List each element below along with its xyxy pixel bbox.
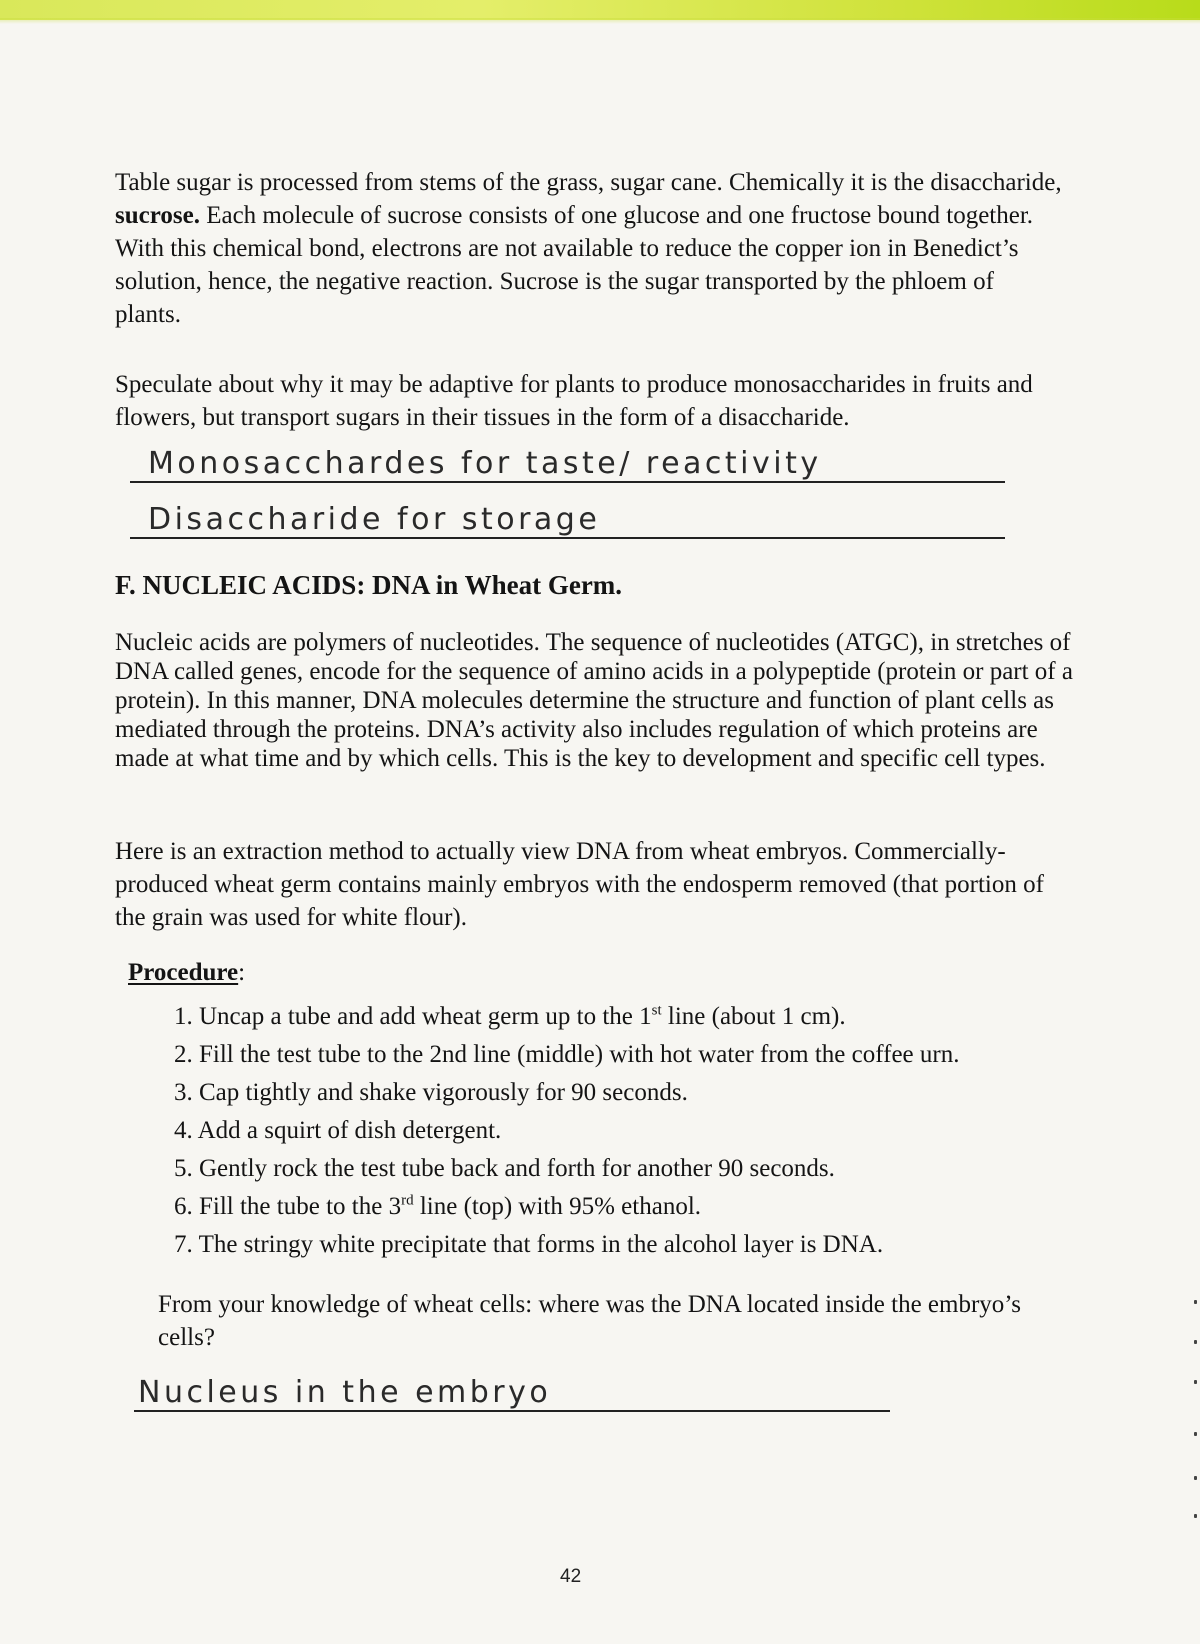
nucleic-acids-paragraph: Nucleic acids are polymers of nucleotides. The sequence of nucleotides (ATGC), in stretches of DNA called genes, encode for the sequence of amino acids in a polypeptide (protein or part of a protein). In this manner, DNA molecules determine the structure and function of plant cells as mediated through the proteins. DNA’s activity also includes regulation of which proteins are made at what time and by which cells. This is the key to development and specific cell types. xyxy=(115,629,1073,772)
page-number: 42 xyxy=(560,1566,582,1587)
step-number: 1. xyxy=(174,1003,193,1030)
procedure-label-text: Procedure xyxy=(128,959,239,986)
step-text: Add a squirt of dish detergent. xyxy=(197,1117,502,1144)
scan-edge-mark xyxy=(1194,1432,1197,1436)
step-text-end: line (top) with 95% ethanol. xyxy=(413,1193,702,1220)
procedure-label-colon: : xyxy=(238,959,246,986)
step-number: 2. xyxy=(174,1041,193,1068)
step-superscript: rd xyxy=(401,1192,414,1209)
extraction-paragraph: Here is an extraction method to actually view DNA from wheat embryos. Commercially-produced wheat germ contains mainly embryos with the endosperm removed (that portion of the grain was used for white flour). xyxy=(115,838,1044,931)
procedure-step xyxy=(174,1112,1074,1150)
scan-edge-mark xyxy=(1194,1476,1197,1480)
handwritten-answer-1: Monosacchardes for taste/ reactivity xyxy=(148,446,822,481)
answer-line-1[interactable] xyxy=(130,437,1005,483)
step-text-end: line (about 1 cm). xyxy=(661,1003,846,1030)
procedure-step xyxy=(174,1226,1074,1264)
scan-edge-mark xyxy=(1194,1380,1197,1384)
step-number: 6. xyxy=(174,1193,193,1220)
procedure-steps xyxy=(174,998,1074,1264)
step-superscript: st xyxy=(651,1002,662,1019)
step-text: Uncap a tube and add wheat germ up to the 1 xyxy=(199,1003,652,1030)
sucrose-text-start: Table sugar is processed from stems of the grass, sugar cane. Chemically it is the disaccharide, xyxy=(115,169,1062,196)
handwritten-answer-3: Nucleus in the embryo xyxy=(138,1375,552,1410)
scan-edge-mark xyxy=(1194,1514,1197,1518)
question-1-text: Speculate about why it may be adaptive for plants to produce monosaccharides in fruits and flowers, but transport sugars in their tissues in the form of a disaccharide. xyxy=(115,371,1033,431)
step-number: 4. xyxy=(174,1117,193,1144)
step-text: Fill the tube to the 3 xyxy=(199,1193,402,1220)
scan-edge-mark xyxy=(1194,1300,1197,1304)
step-number: 5. xyxy=(174,1155,193,1182)
step-number: 7. xyxy=(174,1231,193,1258)
step-text: Cap tightly and shake vigorously for 90 seconds. xyxy=(199,1079,688,1106)
sucrose-text-end: Each molecule of sucrose consists of one glucose and one fructose bound together. With this chemical bond, electrons are not available to reduce the copper ion in Benedict’s solution, hence, the negative reaction. Sucrose is the sugar transported by the phloem of plants. xyxy=(115,202,1034,328)
procedure-step xyxy=(174,998,1074,1036)
question-2-text: From your knowledge of wheat cells: where was the DNA located inside the embryo’s cells? xyxy=(158,1291,1021,1351)
procedure-step xyxy=(174,1188,1074,1226)
procedure-step xyxy=(174,1036,1074,1074)
scan-top-edge xyxy=(0,0,1200,20)
section-f-heading: F. NUCLEIC ACIDS: DNA in Wheat Germ. xyxy=(115,570,623,600)
step-text: The stringy white precipitate that forms in the alcohol layer is DNA. xyxy=(198,1231,884,1258)
sucrose-term: sucrose. xyxy=(115,202,200,229)
procedure-label xyxy=(128,959,245,987)
procedure-step xyxy=(174,1150,1074,1188)
scan-edge-mark xyxy=(1194,1340,1197,1344)
handwritten-answer-2: Disaccharide for storage xyxy=(148,502,601,537)
procedure-step xyxy=(174,1074,1074,1112)
step-text: Fill the test tube to the 2nd line (middle) with hot water from the coffee urn. xyxy=(199,1041,960,1068)
answer-line-2[interactable] xyxy=(130,493,1005,539)
answer-line-3[interactable] xyxy=(134,1364,890,1412)
sucrose-paragraph xyxy=(115,166,1065,331)
step-text: Gently rock the test tube back and forth for another 90 seconds. xyxy=(199,1155,835,1182)
step-number: 3. xyxy=(174,1079,193,1106)
